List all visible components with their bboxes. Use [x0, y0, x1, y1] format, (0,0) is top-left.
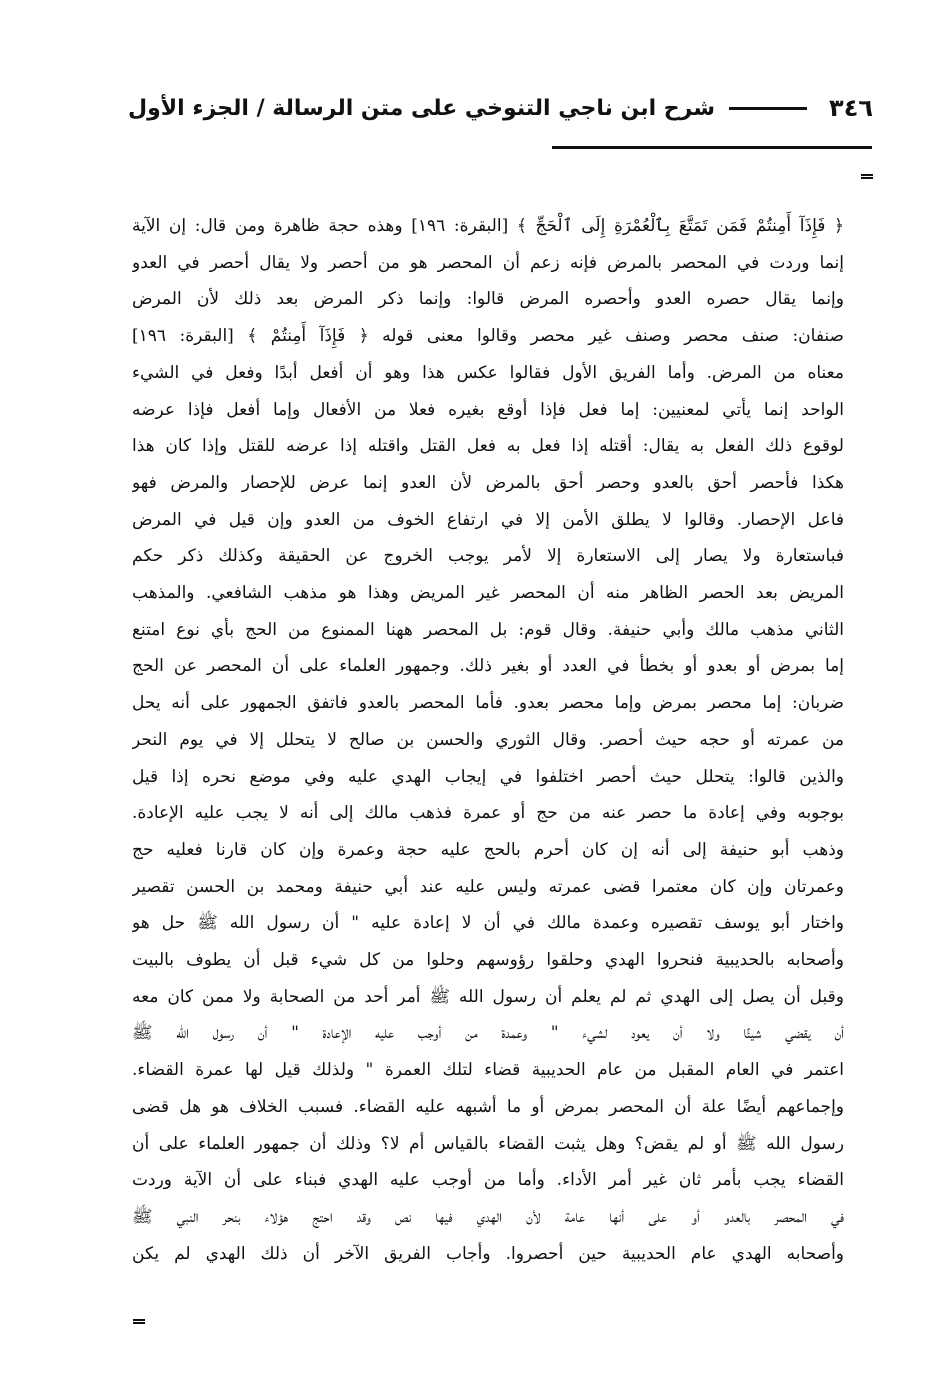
text-line: إنما وردت في المحصر بالمرض فإنه زعم أن المحصر هو من أحصر ولا يقال أحصر في العدو	[132, 252, 844, 273]
text-line: المريض بعد الحصر الظاهر منه أن المحصر غير المريض وهذا هو مذهب الشافعي. والمذهب	[132, 583, 844, 604]
text-line: واختار أبو يوسف تقصيره وعمدة مالك في أن لا إعادة عليه " أن رسول الله ﷺ حل هو	[132, 913, 844, 934]
body-text	[132, 208, 844, 1272]
text-line: ضربان: إما محصر بمرض وإما محصر بعدو. فأما المحصر بالعدو فاتفق الجمهور على أنه يحل	[132, 693, 844, 714]
text-line: بوجوبه وفي إعادة ما حصر عنه من حج أو عمرة فذهب مالك إلى أنه لا يجب عليه الإعادة.	[132, 803, 844, 824]
text-line: وعمرتان وإن كان معتمرا قضى عمرته وليس عليه عند أبي حنيفة ومحمد بن الحسن تقصير	[132, 876, 844, 897]
text-line: صنفان: صنف محصر وصنف غير محصر وقالوا معنى قوله ﴿ فَإِذَآ أَمِنتُمْ ﴾ [البقرة: ١٩٦]	[132, 326, 844, 347]
text-line: هكذا فأحصر أحق بالعدو وحصر أحق بالمرض لأن العدو إنما عرض للإحصار والمرض فهو	[132, 472, 844, 493]
bottom-margin-mark	[133, 1319, 145, 1324]
header-rule	[552, 146, 872, 149]
text-line: وإجماعهم أيضًا علة أن المحصر بمرض أو ما أشبهه عليه القضاء. فسبب الخلاف هو هل قضى	[132, 1096, 844, 1117]
running-title: شرح ابن ناجي التنوخي على متن الرسالة / الجزء الأول	[128, 95, 715, 121]
text-line: وذهب أبو حنيفة إلى أنه إن كان أحرم بالحج عليه حجة وعمرة وإن كان قارنا فعليه حج	[132, 839, 844, 860]
text-line: لوقوع ذلك الفعل به يقال: أقتله إذا فعل به فعل القتل واقتله إذا عرضه للقتل وإذا كان هذا	[132, 436, 844, 457]
text-line: وقبل أن يصل إلى الهدي ثم لم يعلم أن رسول الله ﷺ أمر أحد من الصحابة ولا ممن كان معه	[132, 986, 844, 1007]
text-line: وأصحابه الهدي عام الحديبية حين أحصروا. وأجاب الفريق الآخر أن ذلك الهدي لم يكن	[132, 1243, 844, 1264]
text-line: وأصحابه بالحديبية فنحروا الهدي وحلقوا رؤوسهم وحلوا من كل شيء قبل أن يطوف بالبيت	[132, 950, 844, 971]
page-header	[128, 88, 873, 128]
text-line: من عمرته أو حجه حيث أحصر. وقال الثوري والحسن بن صالح لا يتحلل إلا في يوم النحر	[132, 729, 844, 750]
text-line: الثاني مذهب مالك وأبي حنيفة. وقال قوم: بل المحصر ههنا الممنوع من الحج بأي نوع امتنع	[132, 619, 844, 640]
text-line: ﴿ فَإِذَآ أَمِنتُمْ فَمَن تَمَتَّعَ بِٱلْعُمْرَةِ إِلَى ٱلْحَجِّ ﴾ [البقرة: ١٩٦] وهذه حجة ظاهرة ومن قال: إن الآية	[132, 216, 844, 236]
text-line: فاعل الإحصار. وقالوا لا يطلق الأمن إلا في ارتفاع الخوف من العدو وإن قيل في المرض	[132, 509, 844, 530]
top-margin-mark	[861, 174, 873, 179]
text-line: وإنما يقال حصره العدو وأحصره المرض قالوا: وإنما ذكر المرض بعد ذلك لأن المرض	[132, 289, 844, 310]
text-line: أن يقضي شيئًا ولا أن يعود لشيء " وعمدة من أوجب عليه الإعادة " أن رسول الله ﷺ	[132, 1023, 844, 1044]
text-line: اعتمر في العام المقبل من عام الحديبية قضاء لتلك العمرة " ولذلك قيل لها عمرة القضاء.	[132, 1060, 844, 1081]
text-line: في المحصر بالعدو أو على أنها عامة لأن الهدي فيها نص وقد احتج هؤلاء بنحر النبي ﷺ	[132, 1206, 844, 1227]
header-dash	[729, 107, 807, 110]
page-number: ٣٤٦	[829, 94, 873, 122]
text-line: رسول الله ﷺ أو لم يقض؟ وهل يثبت القضاء بالقياس أم لا؟ وذلك أن جمهور العلماء على أن	[132, 1133, 844, 1154]
text-line: فباستعارة ولا يصار إلى الاستعارة إلا لأمر يوجب الخروج عن الحقيقة وكذلك ذكر حكم	[132, 546, 844, 567]
text-line: والذين قالوا: يتحلل حيث أحصر اختلفوا في إيجاب الهدي عليه وفي موضع نحره إذا قيل	[132, 766, 844, 787]
text-line: إما بمرض أو بعدو أو بخطأ في العدد أو بغير ذلك. وجمهور العلماء على أن المحصر عن الحج	[132, 656, 844, 677]
text-line: الواحد إنما يأتي لمعنيين: إما فعل فإذا أوقع بغيره فعلا من الأفعال وإما أفعل فإذا عرضه	[132, 399, 844, 420]
text-line: معناه من المرض. وأما الفريق الأول فقالوا عكس هذا وهو أن أفعل أبدًا وفعل في الشيء	[132, 362, 844, 383]
text-line: القضاء يجب بأمر ثان غير أمر الأداء. وأما من أوجب عليه الهدي فبناء على أن الآية وردت	[132, 1170, 844, 1191]
